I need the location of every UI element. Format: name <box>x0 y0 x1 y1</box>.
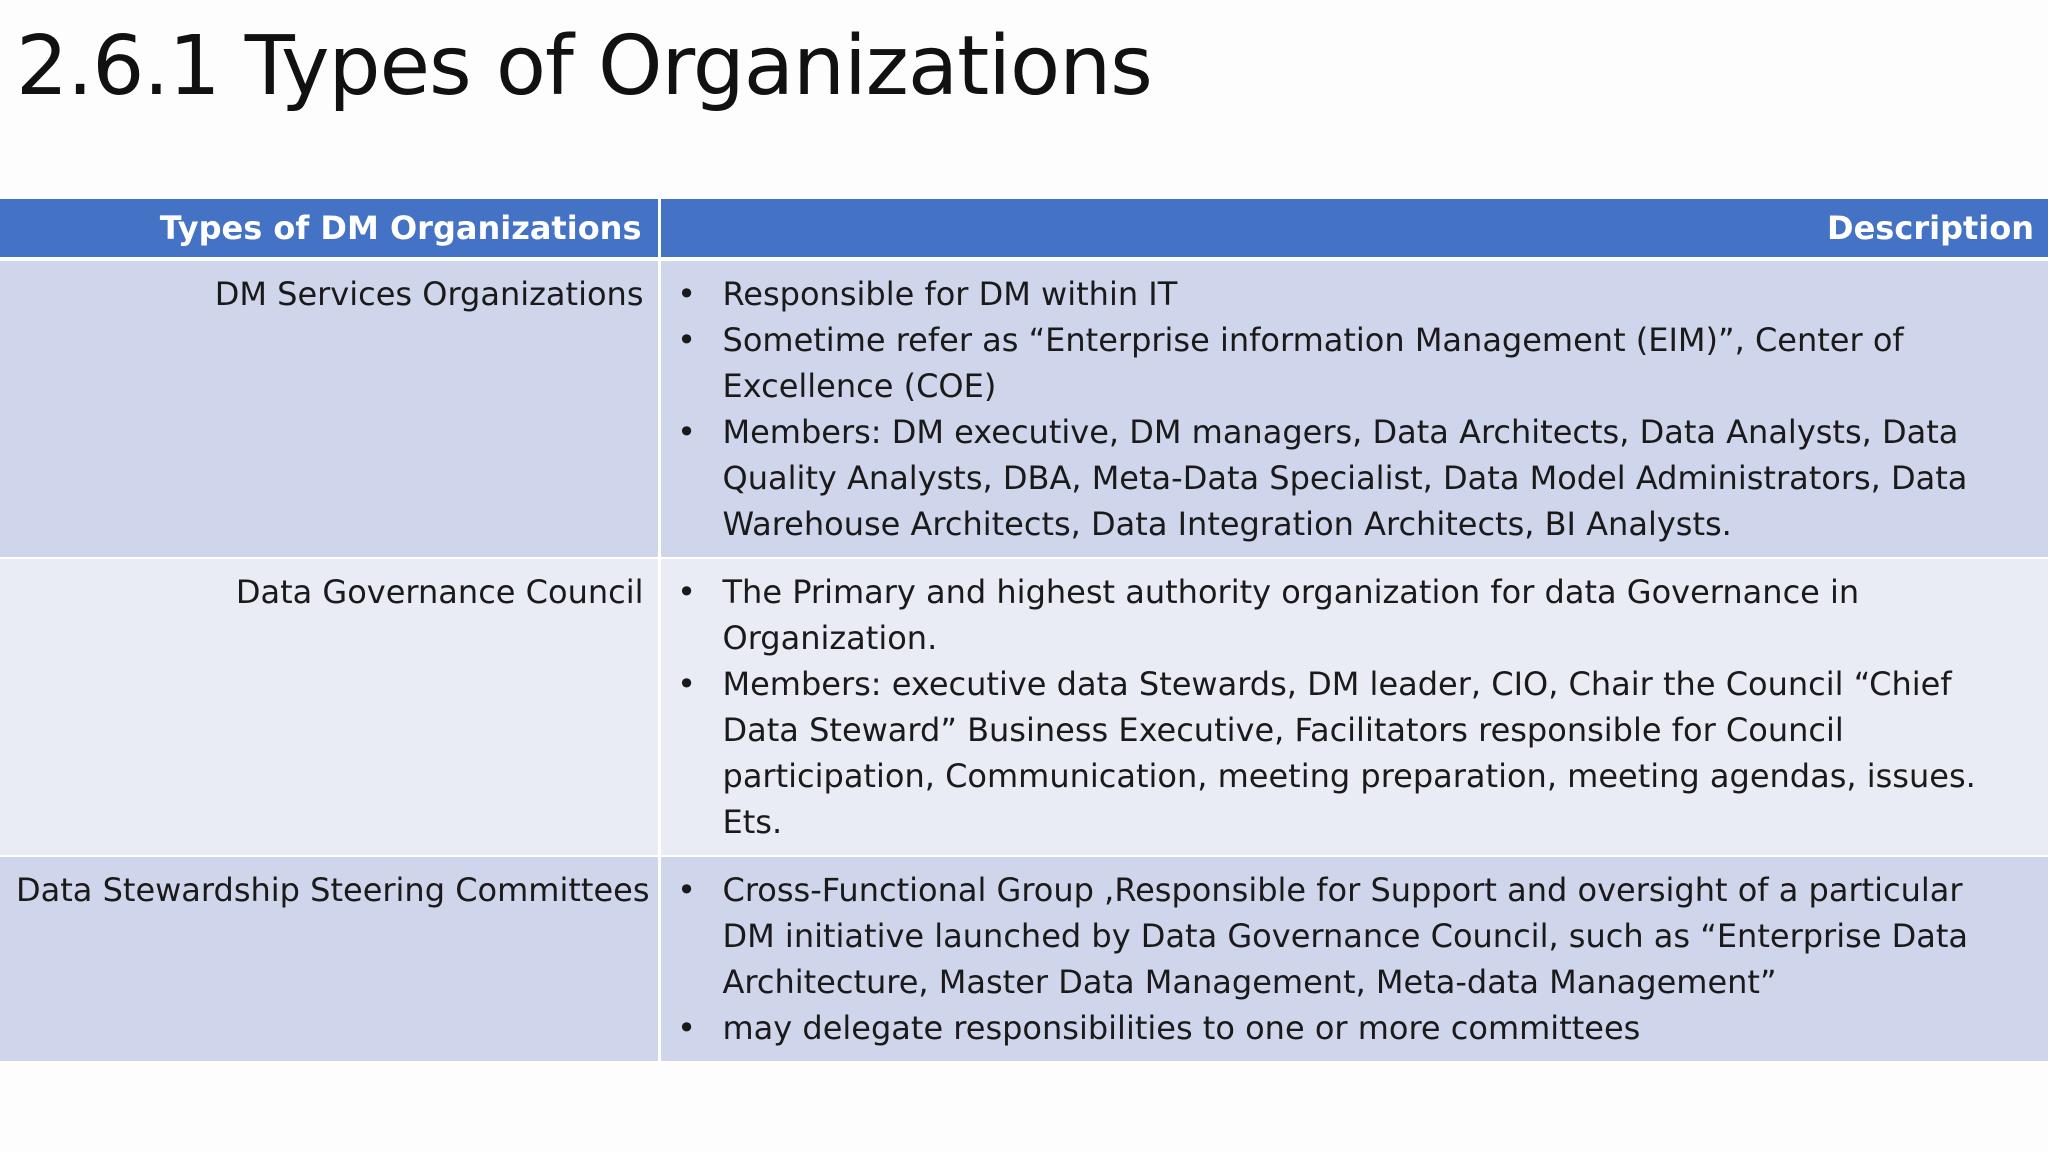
bullet-icon: • <box>677 321 696 359</box>
bullet-icon: • <box>677 871 696 909</box>
org-type-cell: Data Stewardship Steering Committees <box>0 856 659 1062</box>
description-bullet-list <box>673 569 2009 845</box>
description-bullet <box>673 867 2009 1005</box>
bullet-text: may delegate responsibilities to one or more committees <box>722 1009 1641 1047</box>
table-row-data-governance-council <box>0 558 2048 856</box>
table-header-row <box>0 199 2048 259</box>
bullet-text: Cross-Functional Group ,Responsible for Support and oversight of a particular DM initiative launched by Data Governance Council, such as “Enterprise Data Architecture, Master Data Management, Meta-data Management” <box>722 871 1969 1001</box>
org-description-cell <box>659 856 2048 1062</box>
org-description-cell <box>659 259 2048 558</box>
organizations-table <box>0 199 2048 1063</box>
table-row-data-stewardship-steering-committees <box>0 856 2048 1062</box>
table-row-dm-services <box>0 259 2048 558</box>
description-bullet <box>673 1005 2009 1051</box>
org-type-cell: DM Services Organizations <box>0 259 659 558</box>
bullet-icon: • <box>677 665 696 703</box>
description-bullet-list <box>673 271 2009 547</box>
bullet-text: Sometime refer as “Enterprise information Management (EIM)”, Center of Excellence (COE) <box>722 321 1904 405</box>
org-description-cell <box>659 558 2048 856</box>
bullet-text: The Primary and highest authority organization for data Governance in Organization. <box>722 573 1860 657</box>
header-types-of-dm-organizations: Types of DM Organizations <box>0 199 659 259</box>
bullet-text: Members: DM executive, DM managers, Data Architects, Data Analysts, Data Quality Analysts, DBA, Meta-Data Specialist, Data Model Administrators, Data Warehouse Architects, Data Integration Architects, BI Analysts. <box>722 413 1968 543</box>
bullet-icon: • <box>677 275 696 313</box>
description-bullet <box>673 271 2009 317</box>
bullet-icon: • <box>677 1009 696 1047</box>
bullet-text: Members: executive data Stewards, DM leader, CIO, Chair the Council “Chief Data Steward” Business Executive, Facilitators responsible for Council participation, Communication, meeting preparation, meeting agendas, issues. Ets. <box>722 665 1976 841</box>
header-description: Description <box>659 199 2048 259</box>
description-bullet <box>673 569 2009 661</box>
description-bullet <box>673 409 2009 547</box>
description-bullet <box>673 317 2009 409</box>
bullet-text: Responsible for DM within IT <box>722 275 1178 313</box>
description-bullet-list <box>673 867 2009 1051</box>
bullet-icon: • <box>677 573 696 611</box>
slide-title: 2.6.1 Types of Organizations <box>16 19 1152 114</box>
org-type-cell: Data Governance Council <box>0 558 659 856</box>
bullet-icon: • <box>677 413 696 451</box>
description-bullet <box>673 661 2009 845</box>
